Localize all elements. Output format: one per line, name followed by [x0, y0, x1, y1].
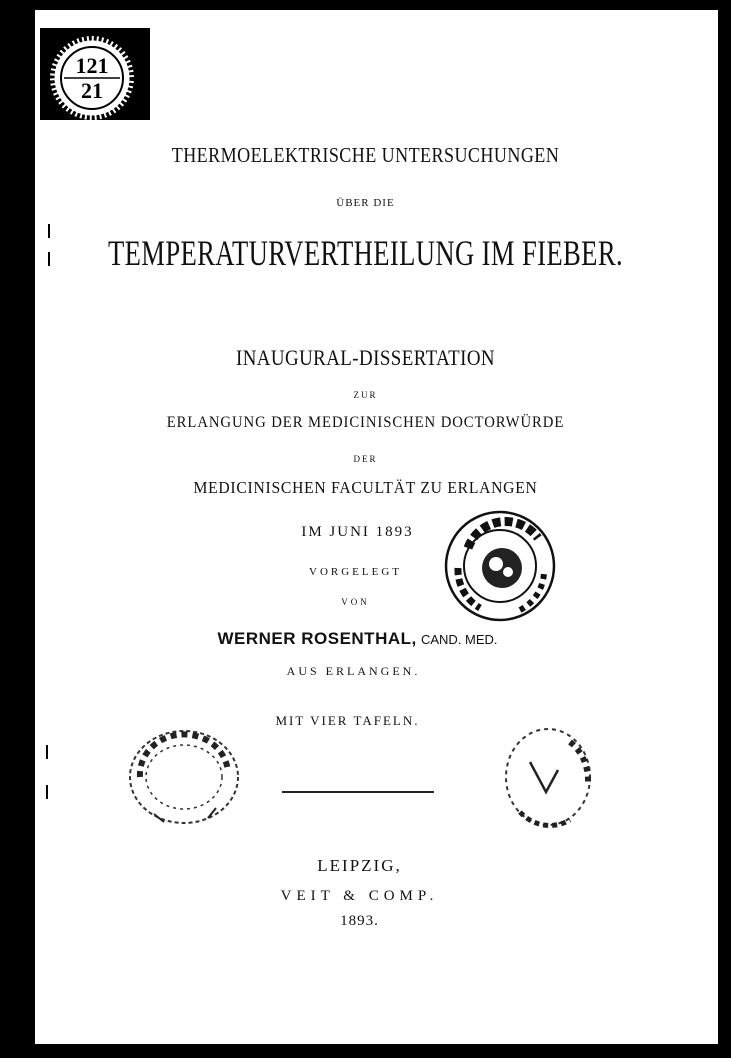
- origin-line: AUS ERLANGEN.: [286, 664, 421, 678]
- connector-zur: ZUR: [353, 390, 378, 400]
- stamp-number-top: 121: [75, 53, 109, 78]
- faint-stamp-left: [124, 722, 244, 832]
- purpose-line: ERLANGUNG DER MEDICINISCHEN DOCTORWÜRDE: [166, 414, 565, 431]
- von-line: VON: [341, 597, 370, 607]
- faint-stamp-right: [500, 722, 596, 832]
- faculty-line: MEDICINISCHEN FACULTÄT ZU ERLANGEN: [193, 478, 538, 497]
- plates-line: MIT VIER TAFELN.: [275, 713, 420, 728]
- vorgelegt-line: VORGELEGT: [309, 566, 402, 578]
- margin-mark: [48, 224, 50, 238]
- connector-ueber-die: ÜBER DIE: [336, 197, 395, 209]
- title-line-1: THERMOELEKTRISCHE UNTERSUCHUNGEN: [171, 143, 560, 167]
- connector-der: DER: [353, 454, 378, 464]
- stamp-number-bottom: 21: [81, 78, 103, 103]
- author-line: [0, 629, 723, 649]
- library-ink-stamp-right: [440, 508, 560, 628]
- author-name: WERNER ROSENTHAL,: [217, 629, 417, 648]
- margin-mark: [46, 785, 48, 799]
- margin-mark: [46, 745, 48, 759]
- scan-border-top: [0, 0, 731, 10]
- city-line: LEIPZIG,: [317, 856, 402, 875]
- horizontal-rule: [282, 791, 434, 793]
- date-line: IM JUNI 1893: [301, 524, 414, 540]
- title-line-2: TEMPERATURVERTHEILUNG IM FIEBER.: [107, 233, 623, 273]
- scan-border-bottom: [0, 1044, 731, 1058]
- year-line: 1893.: [340, 913, 379, 929]
- library-number-stamp: [40, 28, 150, 120]
- dissertation-heading: INAUGURAL-DISSERTATION: [235, 345, 496, 370]
- publisher-line: VEIT & COMP.: [280, 888, 439, 904]
- author-title: CAND. MED.: [420, 632, 498, 647]
- margin-mark: [48, 252, 50, 266]
